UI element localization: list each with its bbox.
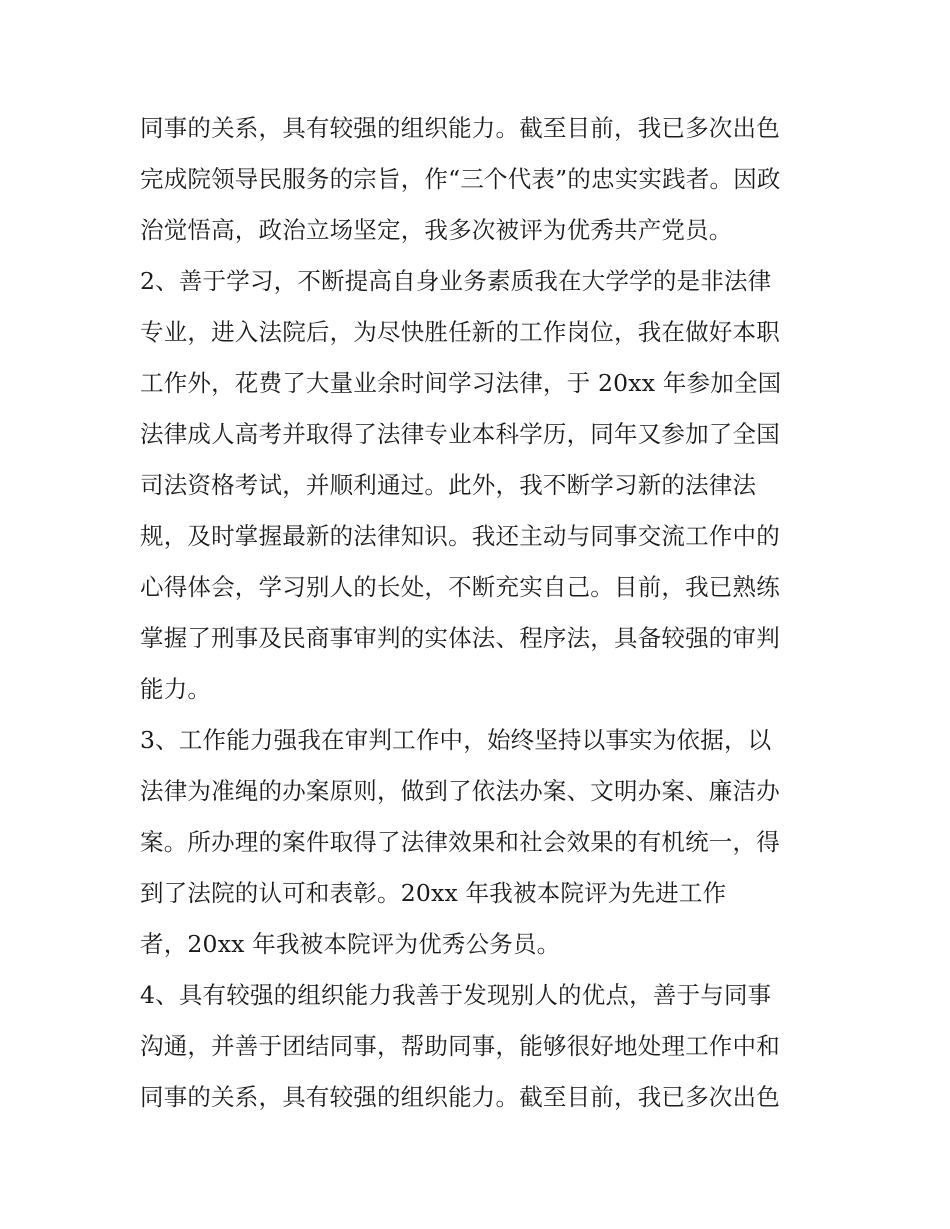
text-line: 2、善于学习，不断提高自身业务素质我在大学学的是非法律	[140, 267, 772, 295]
text-line: 3、工作能力强我在审判工作中，始终坚持以事实为依据，以	[140, 726, 772, 754]
text-line: 到了法院的认可和表彰。20xx 年我被本院评为先进工作	[140, 879, 727, 907]
text-line: 心得体会，学习别人的长处，不断充实自己。目前，我已熟练	[140, 573, 780, 601]
text-line: 者，20xx 年我被本院评为优秀公务员。	[140, 930, 561, 958]
text-line: 能力。	[140, 675, 212, 703]
text-line: 沟通，并善于团结同事，帮助同事，能够很好地处理工作中和	[140, 1032, 780, 1060]
text-line: 法律为准绳的办案原则，做到了依法办案、文明办案、廉洁办	[140, 777, 780, 805]
text-line: 专业，进入法院后，为尽快胜任新的工作岗位，我在做好本职	[140, 318, 780, 346]
text-line: 规，及时掌握最新的法律知识。我还主动与同事交流工作中的	[140, 522, 780, 550]
text-line: 案。所办理的案件取得了法律效果和社会效果的有机统一，得	[140, 828, 780, 856]
text-line: 完成院领导民服务的宗旨，作“三个代表”的忠实实践者。因政	[140, 165, 781, 193]
text-line: 法律成人高考并取得了法律专业本科学历，同年又参加了全国	[140, 420, 780, 448]
text-line: 同事的关系，具有较强的组织能力。截至目前，我已多次出色	[140, 1083, 780, 1111]
text-line: 掌握了刑事及民商事审判的实体法、程序法，具备较强的审判	[140, 624, 780, 652]
text-line: 治觉悟高，政治立场坚定，我多次被评为优秀共产党员。	[140, 216, 733, 244]
text-line: 同事的关系，具有较强的组织能力。截至目前，我已多次出色	[140, 114, 780, 142]
document-body	[140, 103, 820, 1123]
text-line: 司法资格考试，并顺利通过。此外，我不断学习新的法律法	[140, 471, 757, 499]
text-line: 4、具有较强的组织能力我善于发现别人的优点，善于与同事	[140, 981, 772, 1009]
text-line: 工作外，花费了大量业余时间学习法律，于 20xx 年参加全国	[140, 369, 782, 397]
